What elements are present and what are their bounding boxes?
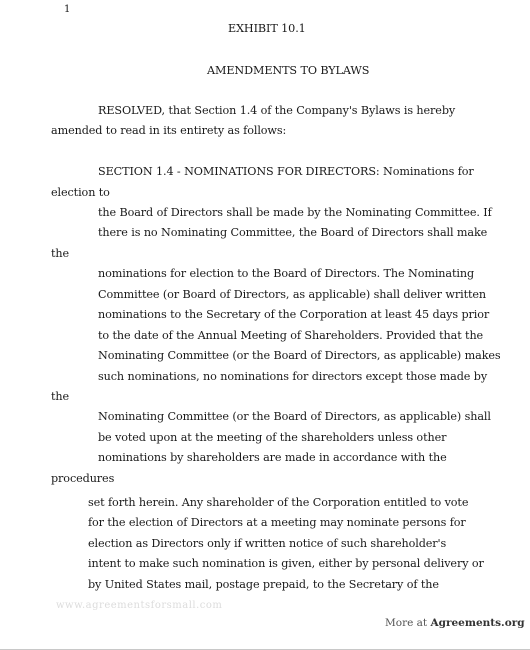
- body-line: RESOLVED, that Section 1.4 of the Company's Bylaws is hereby: [98, 104, 456, 117]
- body-line: be voted upon at the meeting of the shareholders unless other: [98, 431, 447, 444]
- footer-brand-link[interactable]: Agreements.org: [430, 617, 525, 629]
- body-line: procedures: [51, 472, 115, 485]
- body-line: Nominating Committee (or the Board of Directors, as applicable) shall: [98, 410, 491, 423]
- exhibit-title: EXHIBIT 10.1: [228, 22, 306, 35]
- body-line: the Board of Directors shall be made by the Nominating Committee. If: [98, 206, 492, 219]
- body-line: Nominating Committee (or the Board of Directors, as applicable) makes: [98, 349, 501, 362]
- body-line: such nominations, no nominations for directors except those made by: [98, 370, 488, 383]
- body-line: for the election of Directors at a meeting may nominate persons for: [88, 516, 466, 529]
- body-line: by United States mail, postage prepaid, to the Secretary of the: [88, 578, 439, 591]
- body-line: Committee (or Board of Directors, as applicable) shall deliver written: [98, 288, 486, 301]
- body-line: SECTION 1.4 - NOMINATIONS FOR DIRECTORS: Nominations for: [98, 165, 474, 178]
- document-heading: AMENDMENTS TO BYLAWS: [207, 64, 370, 77]
- body-line: set forth herein. Any shareholder of the Corporation entitled to vote: [88, 496, 469, 509]
- body-line: there is no Nominating Committee, the Board of Directors shall make: [98, 226, 488, 239]
- body-line: election as Directors only if written notice of such shareholder's: [88, 537, 447, 550]
- body-line: nominations for election to the Board of Directors. The Nominating: [98, 267, 475, 280]
- body-line: nominations to the Secretary of the Corporation at least 45 days prior: [98, 308, 490, 321]
- footer-credit[interactable]: [385, 617, 525, 629]
- footer-prefix: More at: [385, 617, 431, 629]
- body-line: the: [51, 247, 70, 260]
- body-line: nominations by shareholders are made in accordance with the: [98, 451, 447, 464]
- body-line: intent to make such nomination is given, either by personal delivery or: [88, 557, 484, 570]
- body-line: the: [51, 390, 70, 403]
- body-line: amended to read in its entirety as follows:: [51, 124, 287, 137]
- watermark-text: www.agreementsforsmall.com: [56, 600, 223, 611]
- body-line: to the date of the Annual Meeting of Shareholders. Provided that the: [98, 329, 484, 342]
- page-number: 1: [64, 4, 71, 15]
- body-line: election to: [51, 186, 110, 199]
